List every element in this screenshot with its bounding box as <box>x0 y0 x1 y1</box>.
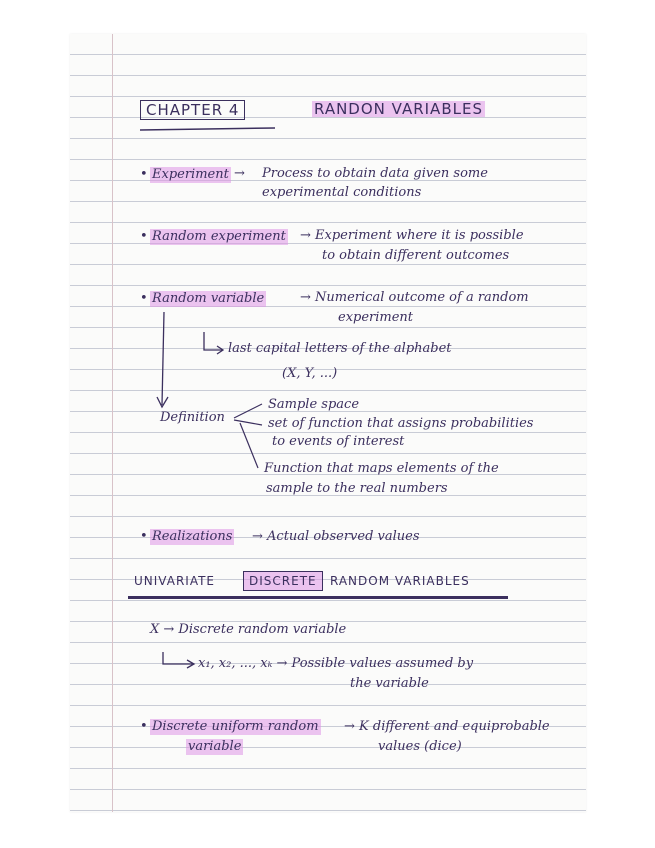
bullet: • <box>140 719 148 734</box>
uniform-def-2: values (dice) <box>378 739 462 754</box>
definition-2a: set of function that assigns probabilities <box>268 416 534 431</box>
section-part-1: UNIVARIATE <box>134 574 216 588</box>
realizations-def: → Actual observed values <box>252 529 420 544</box>
experiment-term: Experiment <box>152 167 229 182</box>
definition-1: Sample space <box>268 397 360 412</box>
section-part-3: RANDOM VARIABLES <box>330 574 470 588</box>
definition-3a: Function that maps elements of the <box>264 461 499 476</box>
section-part-2: DISCRETE <box>243 571 323 591</box>
experiment-def-2: experimental conditions <box>262 185 422 200</box>
definition-label: Definition <box>160 410 225 425</box>
letters-example: (X, Y, ...) <box>282 366 338 381</box>
letters-note: last capital letters of the alphabet <box>228 341 452 356</box>
random-variable-term: Random variable <box>152 291 265 306</box>
definition-2b: to events of interest <box>272 434 405 449</box>
bullet: • <box>140 529 148 544</box>
x-line: X → Discrete random variable <box>150 622 347 637</box>
uniform-def-1: → K different and equiprobable <box>344 719 550 734</box>
bullet: • <box>140 167 148 182</box>
random-experiment-def-1: → Experiment where it is possible <box>300 228 524 243</box>
random-experiment-def-2: to obtain different outcomes <box>322 248 510 263</box>
random-variable-def-1: → Numerical outcome of a random <box>300 290 529 305</box>
realizations-term: Realizations <box>152 529 233 544</box>
bullet: • <box>140 229 148 244</box>
arrow: → <box>234 166 245 181</box>
definition-3b: sample to the real numbers <box>266 481 448 496</box>
chapter-label: CHAPTER 4 <box>140 100 245 120</box>
uniform-term-1: Discrete uniform random <box>152 719 319 734</box>
bullet: • <box>140 291 148 306</box>
chapter-topic: RANDON VARIABLES <box>314 100 483 118</box>
experiment-def-1: Process to obtain data given some <box>262 166 488 181</box>
section-underline <box>128 596 508 599</box>
values-line-1: x₁, x₂, ..., xₖ → Possible values assumed by <box>198 656 474 671</box>
values-line-2: the variable <box>350 676 429 691</box>
random-variable-def-2: experiment <box>338 310 414 325</box>
random-experiment-term: Random experiment <box>152 229 286 244</box>
uniform-term-2: variable <box>188 739 242 754</box>
